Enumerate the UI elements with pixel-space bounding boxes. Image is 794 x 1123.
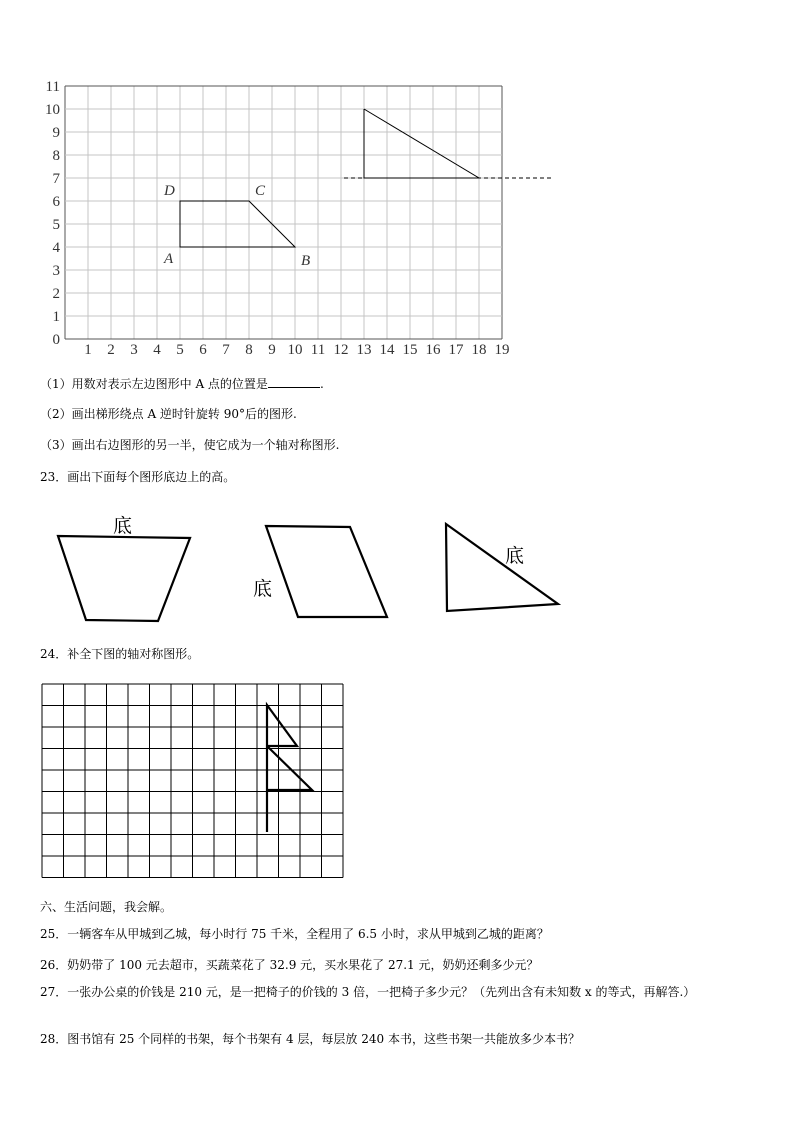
base-label-triangle: 底 (505, 545, 525, 567)
y-tick-label: 6 (52, 194, 60, 210)
vertex-label-d: D (164, 183, 175, 199)
q22-part3: （3）画出右边图形的另一半，使它成为一个轴对称图形. (40, 438, 340, 452)
x-tick-label: 12 (333, 342, 349, 358)
x-tick-label: 7 (222, 342, 230, 358)
base-label-trapezoid: 底 (113, 515, 133, 537)
coordinate-grid (65, 86, 502, 339)
y-tick-label: 9 (52, 125, 60, 141)
q22-part2: （2）画出梯形绕点 A 逆时针旋转 90°后的图形. (40, 407, 297, 421)
coordinate-grid-figure (0, 0, 794, 370)
x-tick-label: 14 (379, 342, 395, 358)
y-tick-label: 0 (52, 332, 60, 348)
x-tick-label: 15 (402, 342, 418, 358)
x-axis-labels (84, 342, 509, 358)
x-tick-label: 3 (130, 342, 138, 358)
y-tick-label: 11 (45, 79, 60, 95)
y-axis-labels (45, 79, 61, 348)
trapezoid-shape (58, 536, 190, 621)
x-tick-label: 4 (153, 342, 161, 358)
q25: 25．一辆客车从甲城到乙城，每小时行 75 千米，全程用了 6.5 小时，求从甲城到乙城的距离？ (40, 927, 549, 941)
half-triangle (364, 109, 479, 178)
q26: 26．奶奶带了 100 元去超市，买蔬菜花了 32.9 元，买水果花了 27.1 元，奶奶还剩多少元？ (40, 958, 539, 972)
vertex-label-b: B (301, 253, 311, 269)
x-tick-label: 2 (107, 342, 115, 358)
y-tick-label: 7 (52, 171, 60, 187)
x-tick-label: 16 (425, 342, 441, 358)
y-tick-label: 10 (45, 102, 60, 118)
q27: 27．一张办公桌的价钱是 210 元，是一把椅子的价钱的 3 倍，一把椅子多少元？（先列出含有未知数 x 的等式，再解答.） (40, 985, 696, 999)
q24-prompt: 24．补全下图的轴对称图形。 (40, 647, 200, 661)
x-tick-label: 9 (268, 342, 276, 358)
x-tick-label: 1 (84, 342, 92, 358)
x-tick-label: 5 (176, 342, 184, 358)
square-grid (42, 684, 343, 878)
x-tick-label: 6 (199, 342, 207, 358)
y-tick-label: 1 (52, 309, 60, 325)
x-tick-label: 13 (356, 342, 372, 358)
y-tick-label: 8 (52, 148, 60, 164)
q28: 28．图书馆有 25 个同样的书架，每个书架有 4 层，每层放 240 本书，这些书架一共能放多少本书？ (40, 1032, 580, 1046)
y-tick-label: 3 (52, 263, 60, 279)
y-tick-label: 4 (52, 240, 60, 256)
answer-blank[interactable] (268, 375, 320, 388)
section-6-title: 六、生活问题，我会解。 (40, 900, 173, 914)
triangle-shape (446, 524, 558, 611)
x-tick-label: 10 (287, 342, 303, 358)
q22-part1-end: . (319, 377, 324, 391)
symmetry-grid-figure (0, 680, 794, 880)
parallelogram-shape (266, 526, 387, 617)
base-label-parallelogram: 底 (253, 578, 273, 600)
x-tick-label: 18 (471, 342, 487, 358)
trapezoid-vertex-labels (163, 183, 310, 269)
vertex-label-c: C (255, 183, 266, 199)
x-tick-label: 19 (494, 342, 510, 358)
y-tick-label: 2 (52, 286, 60, 302)
x-tick-label: 17 (448, 342, 464, 358)
q22-part1-text: （1）用数对表示左边图形中 A 点的位置是 (40, 377, 268, 391)
vertex-label-a: A (164, 251, 174, 267)
q23-prompt: 23．画出下面每个图形底边上的高。 (40, 470, 236, 484)
q22-part1 (40, 375, 324, 392)
y-tick-label: 5 (52, 217, 60, 233)
x-tick-label: 11 (310, 342, 326, 358)
x-tick-label: 8 (245, 342, 253, 358)
